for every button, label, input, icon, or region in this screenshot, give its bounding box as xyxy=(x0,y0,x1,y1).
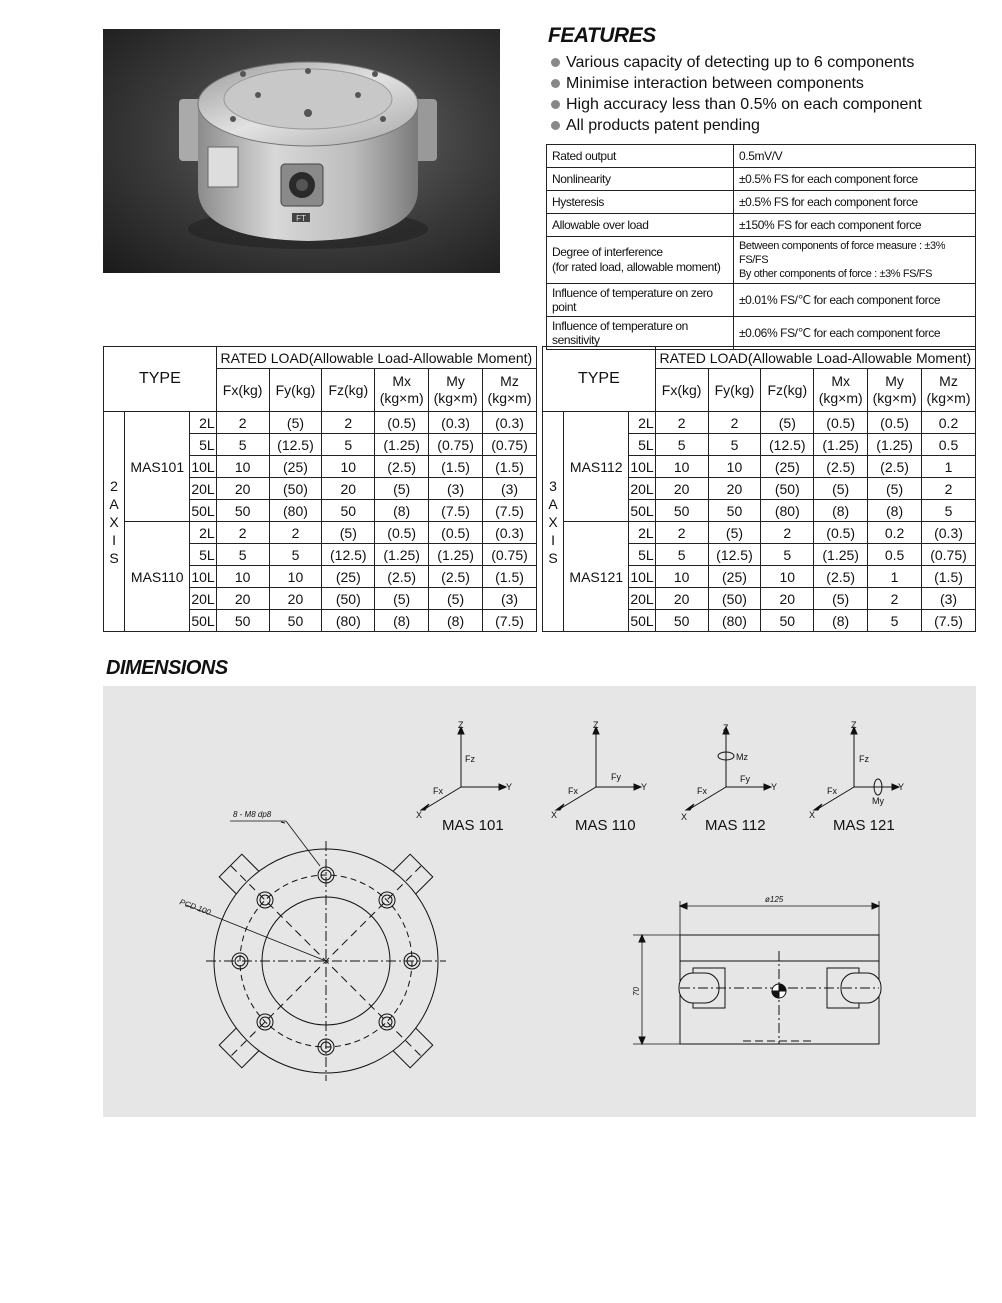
size-cell: 5L xyxy=(629,544,655,566)
spec-value: ±0.5% FS for each component force xyxy=(734,168,976,191)
table-cell: 20 xyxy=(269,588,322,610)
table-cell: (7.5) xyxy=(483,610,537,632)
table-cell: (0.5) xyxy=(429,522,483,544)
table-row xyxy=(104,522,537,544)
size-cell: 2L xyxy=(190,522,216,544)
table-cell: (1.25) xyxy=(814,544,868,566)
column-header xyxy=(922,369,976,412)
table-cell: 50 xyxy=(322,500,375,522)
table-cell: (25) xyxy=(708,566,761,588)
type-header: TYPE xyxy=(543,347,656,412)
table-cell: (1.25) xyxy=(868,434,922,456)
column-header-unit: (kg×m) xyxy=(487,390,532,406)
table-cell: (5) xyxy=(868,478,922,500)
axis-label-fz: Fz xyxy=(859,754,869,764)
table-cell: (3) xyxy=(922,588,976,610)
table-cell: (1.25) xyxy=(375,434,429,456)
table-cell: (0.5) xyxy=(814,522,868,544)
table-cell: (7.5) xyxy=(922,610,976,632)
axis-label-z: Z xyxy=(593,720,599,730)
size-cell: 20L xyxy=(629,588,655,610)
load-table-2-axis xyxy=(103,346,537,632)
size-cell: 2L xyxy=(190,412,216,434)
axis-label-x: X xyxy=(551,810,558,820)
table-cell: (5) xyxy=(375,588,429,610)
size-cell: 20L xyxy=(190,478,216,500)
table-cell: (2.5) xyxy=(375,566,429,588)
spec-label xyxy=(547,237,734,284)
spec-row xyxy=(547,317,976,350)
column-header-name: Mz xyxy=(939,373,958,389)
table-cell: 2 xyxy=(322,412,375,434)
spec-row xyxy=(547,145,976,168)
column-header-unit: (kg×m) xyxy=(872,390,917,406)
table-cell: 2 xyxy=(655,522,708,544)
column-header: Fy(kg) xyxy=(708,369,761,412)
column-header-unit: (kg×m) xyxy=(433,390,478,406)
size-cell: 10L xyxy=(190,566,216,588)
model-name: MAS110 xyxy=(125,522,190,632)
spec-label-line: Degree of interference xyxy=(552,245,663,259)
bullet-icon xyxy=(551,100,560,109)
table-cell: (8) xyxy=(375,500,429,522)
table-cell: 50 xyxy=(216,610,269,632)
column-header xyxy=(814,369,868,412)
spec-value: ±0.06% FS/℃ for each component force xyxy=(734,317,976,350)
axis-label-x: X xyxy=(416,810,423,820)
spec-label: Allowable over load xyxy=(547,214,734,237)
spec-value: ±0.5% FS for each component force xyxy=(734,191,976,214)
table-cell: 0.5 xyxy=(868,544,922,566)
spec-value: 0.5mV/V xyxy=(734,145,976,168)
table-cell: (8) xyxy=(814,500,868,522)
table-row xyxy=(543,412,976,434)
table-cell: 5 xyxy=(708,434,761,456)
axis-label-fx: Fx xyxy=(433,786,443,796)
axis-letter: S xyxy=(548,549,558,566)
table-cell: 2 xyxy=(269,522,322,544)
side-view-drawing xyxy=(633,901,881,1044)
axis-diagram-mas121 xyxy=(814,727,899,810)
table-cell: (8) xyxy=(868,500,922,522)
spec-row xyxy=(547,237,976,284)
axis-label-y: Y xyxy=(771,782,778,792)
axis-label-fz: Fz xyxy=(465,754,475,764)
bullet-icon xyxy=(551,121,560,130)
size-cell: 50L xyxy=(629,500,655,522)
feature-text: High accuracy less than 0.5% on each component xyxy=(566,96,922,113)
table-cell: (0.75) xyxy=(483,544,537,566)
column-header-unit: (kg×m) xyxy=(926,390,971,406)
table-cell: (12.5) xyxy=(322,544,375,566)
table-cell: (1.25) xyxy=(375,544,429,566)
spec-value: ±0.01% FS/℃ for each component force xyxy=(734,284,976,317)
table-cell: 10 xyxy=(322,456,375,478)
model-name: MAS121 xyxy=(564,522,629,632)
axis-label-y: Y xyxy=(641,782,648,792)
table-cell: (1.5) xyxy=(483,566,537,588)
table-cell: (5) xyxy=(269,412,322,434)
column-header-name: My xyxy=(885,373,904,389)
header-row xyxy=(543,347,976,369)
spec-row xyxy=(547,214,976,237)
column-header xyxy=(868,369,922,412)
column-header: Fz(kg) xyxy=(761,369,814,412)
table-cell: (1.25) xyxy=(429,544,483,566)
pcd-label: PCD 100 xyxy=(178,897,212,917)
spec-row xyxy=(547,191,976,214)
table-cell: (12.5) xyxy=(269,434,322,456)
axis-letter: I xyxy=(112,531,116,548)
table-cell: 20 xyxy=(216,478,269,500)
spec-row xyxy=(547,284,976,317)
model-label-mas110: MAS 110 xyxy=(575,817,636,834)
size-cell: 20L xyxy=(190,588,216,610)
model-name: MAS101 xyxy=(125,412,190,522)
model-name: MAS112 xyxy=(564,412,629,522)
hole-note: 8 - M8 dp8 xyxy=(233,810,272,819)
size-cell: 10L xyxy=(190,456,216,478)
table-cell: (25) xyxy=(269,456,322,478)
table-cell: 2 xyxy=(216,412,269,434)
table-cell: 20 xyxy=(655,588,708,610)
diameter-label: ø125 xyxy=(765,895,784,904)
spec-label: Nonlinearity xyxy=(547,168,734,191)
feature-item xyxy=(551,52,922,73)
spec-label: Rated output xyxy=(547,145,734,168)
table-cell: (7.5) xyxy=(429,500,483,522)
axis-label xyxy=(104,412,125,632)
table-cell: 10 xyxy=(761,566,814,588)
table-cell: 20 xyxy=(216,588,269,610)
table-cell: 1 xyxy=(868,566,922,588)
table-cell: 20 xyxy=(655,478,708,500)
column-header-unit: (kg×m) xyxy=(818,390,863,406)
size-cell: 50L xyxy=(190,500,216,522)
spec-row xyxy=(547,168,976,191)
type-header: TYPE xyxy=(104,347,217,412)
table-cell: 50 xyxy=(761,610,814,632)
table-cell: (80) xyxy=(269,500,322,522)
table-cell: 2 xyxy=(708,412,761,434)
table-cell: (0.5) xyxy=(868,412,922,434)
dimensions-drawing xyxy=(103,686,976,1117)
table-cell: (1.5) xyxy=(922,566,976,588)
feature-text: All products patent pending xyxy=(566,117,760,134)
size-cell: 5L xyxy=(629,434,655,456)
table-cell: 5 xyxy=(269,544,322,566)
table-cell: (5) xyxy=(322,522,375,544)
axis-letter: A xyxy=(548,495,558,512)
axis-letter: S xyxy=(109,549,119,566)
axis-label-y: Y xyxy=(506,782,513,792)
table-cell: (25) xyxy=(761,456,814,478)
table-cell: (0.5) xyxy=(375,522,429,544)
table-cell: 10 xyxy=(269,566,322,588)
table-cell: 5 xyxy=(655,544,708,566)
table-cell: (0.3) xyxy=(483,522,537,544)
size-cell: 50L xyxy=(190,610,216,632)
size-cell: 5L xyxy=(190,434,216,456)
table-cell: (0.75) xyxy=(922,544,976,566)
table-cell: 5 xyxy=(322,434,375,456)
column-header xyxy=(375,369,429,412)
table-cell: 50 xyxy=(216,500,269,522)
spec-value-line: By other components of force : ±3% FS/FS xyxy=(739,268,933,280)
table-cell: (80) xyxy=(761,500,814,522)
table-cell: (3) xyxy=(429,478,483,500)
table-cell: (80) xyxy=(708,610,761,632)
table-cell: (80) xyxy=(322,610,375,632)
feature-text: Various capacity of detecting up to 6 components xyxy=(566,54,915,71)
table-cell: (0.75) xyxy=(483,434,537,456)
rated-load-header: RATED LOAD(Allowable Load-Allowable Moment) xyxy=(655,347,975,369)
table-cell: (50) xyxy=(708,588,761,610)
product-photo xyxy=(103,29,500,273)
table-cell: (1.5) xyxy=(483,456,537,478)
table-cell: 2 xyxy=(761,522,814,544)
table-cell: 20 xyxy=(322,478,375,500)
table-cell: (5) xyxy=(814,588,868,610)
axis-letter: X xyxy=(109,513,119,530)
model-label-mas101: MAS 101 xyxy=(442,817,504,834)
table-cell: (0.5) xyxy=(814,412,868,434)
feature-item xyxy=(551,94,922,115)
table-cell: 10 xyxy=(708,456,761,478)
column-header-name: Mx xyxy=(392,373,412,389)
column-header xyxy=(483,369,537,412)
table-cell: (2.5) xyxy=(429,566,483,588)
axis-label-y: Y xyxy=(898,782,905,792)
dimensions-panel xyxy=(103,686,976,1117)
feature-item xyxy=(551,115,922,136)
table-cell: (12.5) xyxy=(761,434,814,456)
column-header-name: My xyxy=(446,373,465,389)
feature-text: Minimise interaction between components xyxy=(566,75,864,92)
axis-label xyxy=(543,412,564,632)
model-label-mas121: MAS 121 xyxy=(833,817,895,834)
table-cell: (50) xyxy=(322,588,375,610)
spec-label-line: (for rated load, allowable moment) xyxy=(552,260,721,274)
table-cell: (5) xyxy=(708,522,761,544)
table-cell: (0.3) xyxy=(483,412,537,434)
spec-value-line: Between components of force measure : ±3% FS/FS xyxy=(739,240,946,266)
table-cell: (8) xyxy=(814,610,868,632)
table-cell: 50 xyxy=(655,610,708,632)
table-cell: 5 xyxy=(922,500,976,522)
rated-load-header: RATED LOAD(Allowable Load-Allowable Moment) xyxy=(216,347,536,369)
size-cell: 10L xyxy=(629,566,655,588)
table-cell: 2 xyxy=(216,522,269,544)
size-cell: 10L xyxy=(629,456,655,478)
table-cell: 5 xyxy=(216,434,269,456)
table-cell: 2 xyxy=(922,478,976,500)
table-cell: 0.2 xyxy=(868,522,922,544)
axis-label-mz: Mz xyxy=(736,752,748,762)
load-table-3-axis xyxy=(542,346,976,632)
bullet-icon xyxy=(551,58,560,67)
table-cell: 10 xyxy=(655,566,708,588)
size-cell: 20L xyxy=(629,478,655,500)
table-cell: 2 xyxy=(868,588,922,610)
table-cell: 0.2 xyxy=(922,412,976,434)
axis-label-z: Z xyxy=(851,720,857,730)
axis-letter: X xyxy=(548,513,558,530)
table-cell: (5) xyxy=(429,588,483,610)
axis-letter: 2 xyxy=(110,477,118,494)
table-cell: (2.5) xyxy=(814,566,868,588)
spec-label: Hysteresis xyxy=(547,191,734,214)
column-header: Fz(kg) xyxy=(322,369,375,412)
spec-label: Influence of temperature on sensitivity xyxy=(547,317,734,350)
axis-label-fx: Fx xyxy=(697,786,707,796)
table-cell: 20 xyxy=(708,478,761,500)
photo-badge-text: FT xyxy=(296,214,306,223)
feature-item xyxy=(551,73,922,94)
features-title: FEATURES xyxy=(548,24,656,47)
table-row xyxy=(104,412,537,434)
spec-label: Influence of temperature on zero point xyxy=(547,284,734,317)
table-cell: (25) xyxy=(322,566,375,588)
table-cell: 5 xyxy=(655,434,708,456)
table-cell: (3) xyxy=(483,588,537,610)
size-cell: 50L xyxy=(629,610,655,632)
table-cell: 20 xyxy=(761,588,814,610)
axis-diagram-mas112 xyxy=(686,727,771,810)
model-label-mas112: MAS 112 xyxy=(705,817,766,834)
axis-diagram-mas110 xyxy=(556,727,641,810)
size-cell: 5L xyxy=(190,544,216,566)
top-view-drawing xyxy=(186,821,446,1081)
table-cell: (5) xyxy=(814,478,868,500)
axis-label-fy: Fy xyxy=(740,774,750,784)
height-label: 70 xyxy=(632,987,641,996)
spec-value xyxy=(734,237,976,284)
table-cell: (1.5) xyxy=(429,456,483,478)
spec-table xyxy=(546,144,976,350)
axis-letter: A xyxy=(109,495,119,512)
axis-label-x: X xyxy=(681,812,688,822)
axis-label-z: Z xyxy=(458,720,464,730)
table-cell: 5 xyxy=(761,544,814,566)
bullet-icon xyxy=(551,79,560,88)
table-cell: (0.5) xyxy=(375,412,429,434)
table-cell: (0.3) xyxy=(429,412,483,434)
table-cell: 2 xyxy=(655,412,708,434)
size-cell: 2L xyxy=(629,412,655,434)
column-header: Fy(kg) xyxy=(269,369,322,412)
table-cell: 50 xyxy=(269,610,322,632)
table-cell: (1.25) xyxy=(814,434,868,456)
axis-label-fx: Fx xyxy=(827,786,837,796)
axis-letter: 3 xyxy=(549,477,557,494)
column-header-name: Mz xyxy=(500,373,519,389)
table-cell: 5 xyxy=(868,610,922,632)
spec-value: ±150% FS for each component force xyxy=(734,214,976,237)
axis-label-x: X xyxy=(809,810,816,820)
dimensions-title: DIMENSIONS xyxy=(106,657,228,679)
table-cell: 0.5 xyxy=(922,434,976,456)
header-row xyxy=(104,347,537,369)
size-cell: 2L xyxy=(629,522,655,544)
axis-label-my: My xyxy=(872,796,884,806)
table-cell: (7.5) xyxy=(483,500,537,522)
features-list xyxy=(551,52,922,136)
table-cell: (8) xyxy=(429,610,483,632)
column-header: Fx(kg) xyxy=(216,369,269,412)
column-header xyxy=(429,369,483,412)
axis-label-fy: Fy xyxy=(611,772,621,782)
table-cell: (5) xyxy=(375,478,429,500)
table-cell: (5) xyxy=(761,412,814,434)
table-cell: (50) xyxy=(269,478,322,500)
table-cell: (8) xyxy=(375,610,429,632)
table-cell: (3) xyxy=(483,478,537,500)
column-header-unit: (kg×m) xyxy=(379,390,424,406)
column-header-name: Mx xyxy=(831,373,851,389)
table-cell: 5 xyxy=(216,544,269,566)
table-cell: (0.3) xyxy=(922,522,976,544)
table-cell: 10 xyxy=(216,566,269,588)
axis-letter: I xyxy=(551,531,555,548)
column-header: Fx(kg) xyxy=(655,369,708,412)
table-cell: 1 xyxy=(922,456,976,478)
axis-label-fx: Fx xyxy=(568,786,578,796)
table-cell: 50 xyxy=(655,500,708,522)
axis-label-z: Z xyxy=(723,723,729,733)
load-cell-illustration xyxy=(103,29,500,273)
table-cell: 10 xyxy=(655,456,708,478)
table-cell: (50) xyxy=(761,478,814,500)
table-cell: 10 xyxy=(216,456,269,478)
table-cell: (2.5) xyxy=(868,456,922,478)
axis-diagram-mas101 xyxy=(421,727,506,810)
table-cell: (12.5) xyxy=(708,544,761,566)
table-cell: (0.75) xyxy=(429,434,483,456)
table-cell: (2.5) xyxy=(814,456,868,478)
table-cell: 50 xyxy=(708,500,761,522)
table-cell: (2.5) xyxy=(375,456,429,478)
table-row xyxy=(543,522,976,544)
